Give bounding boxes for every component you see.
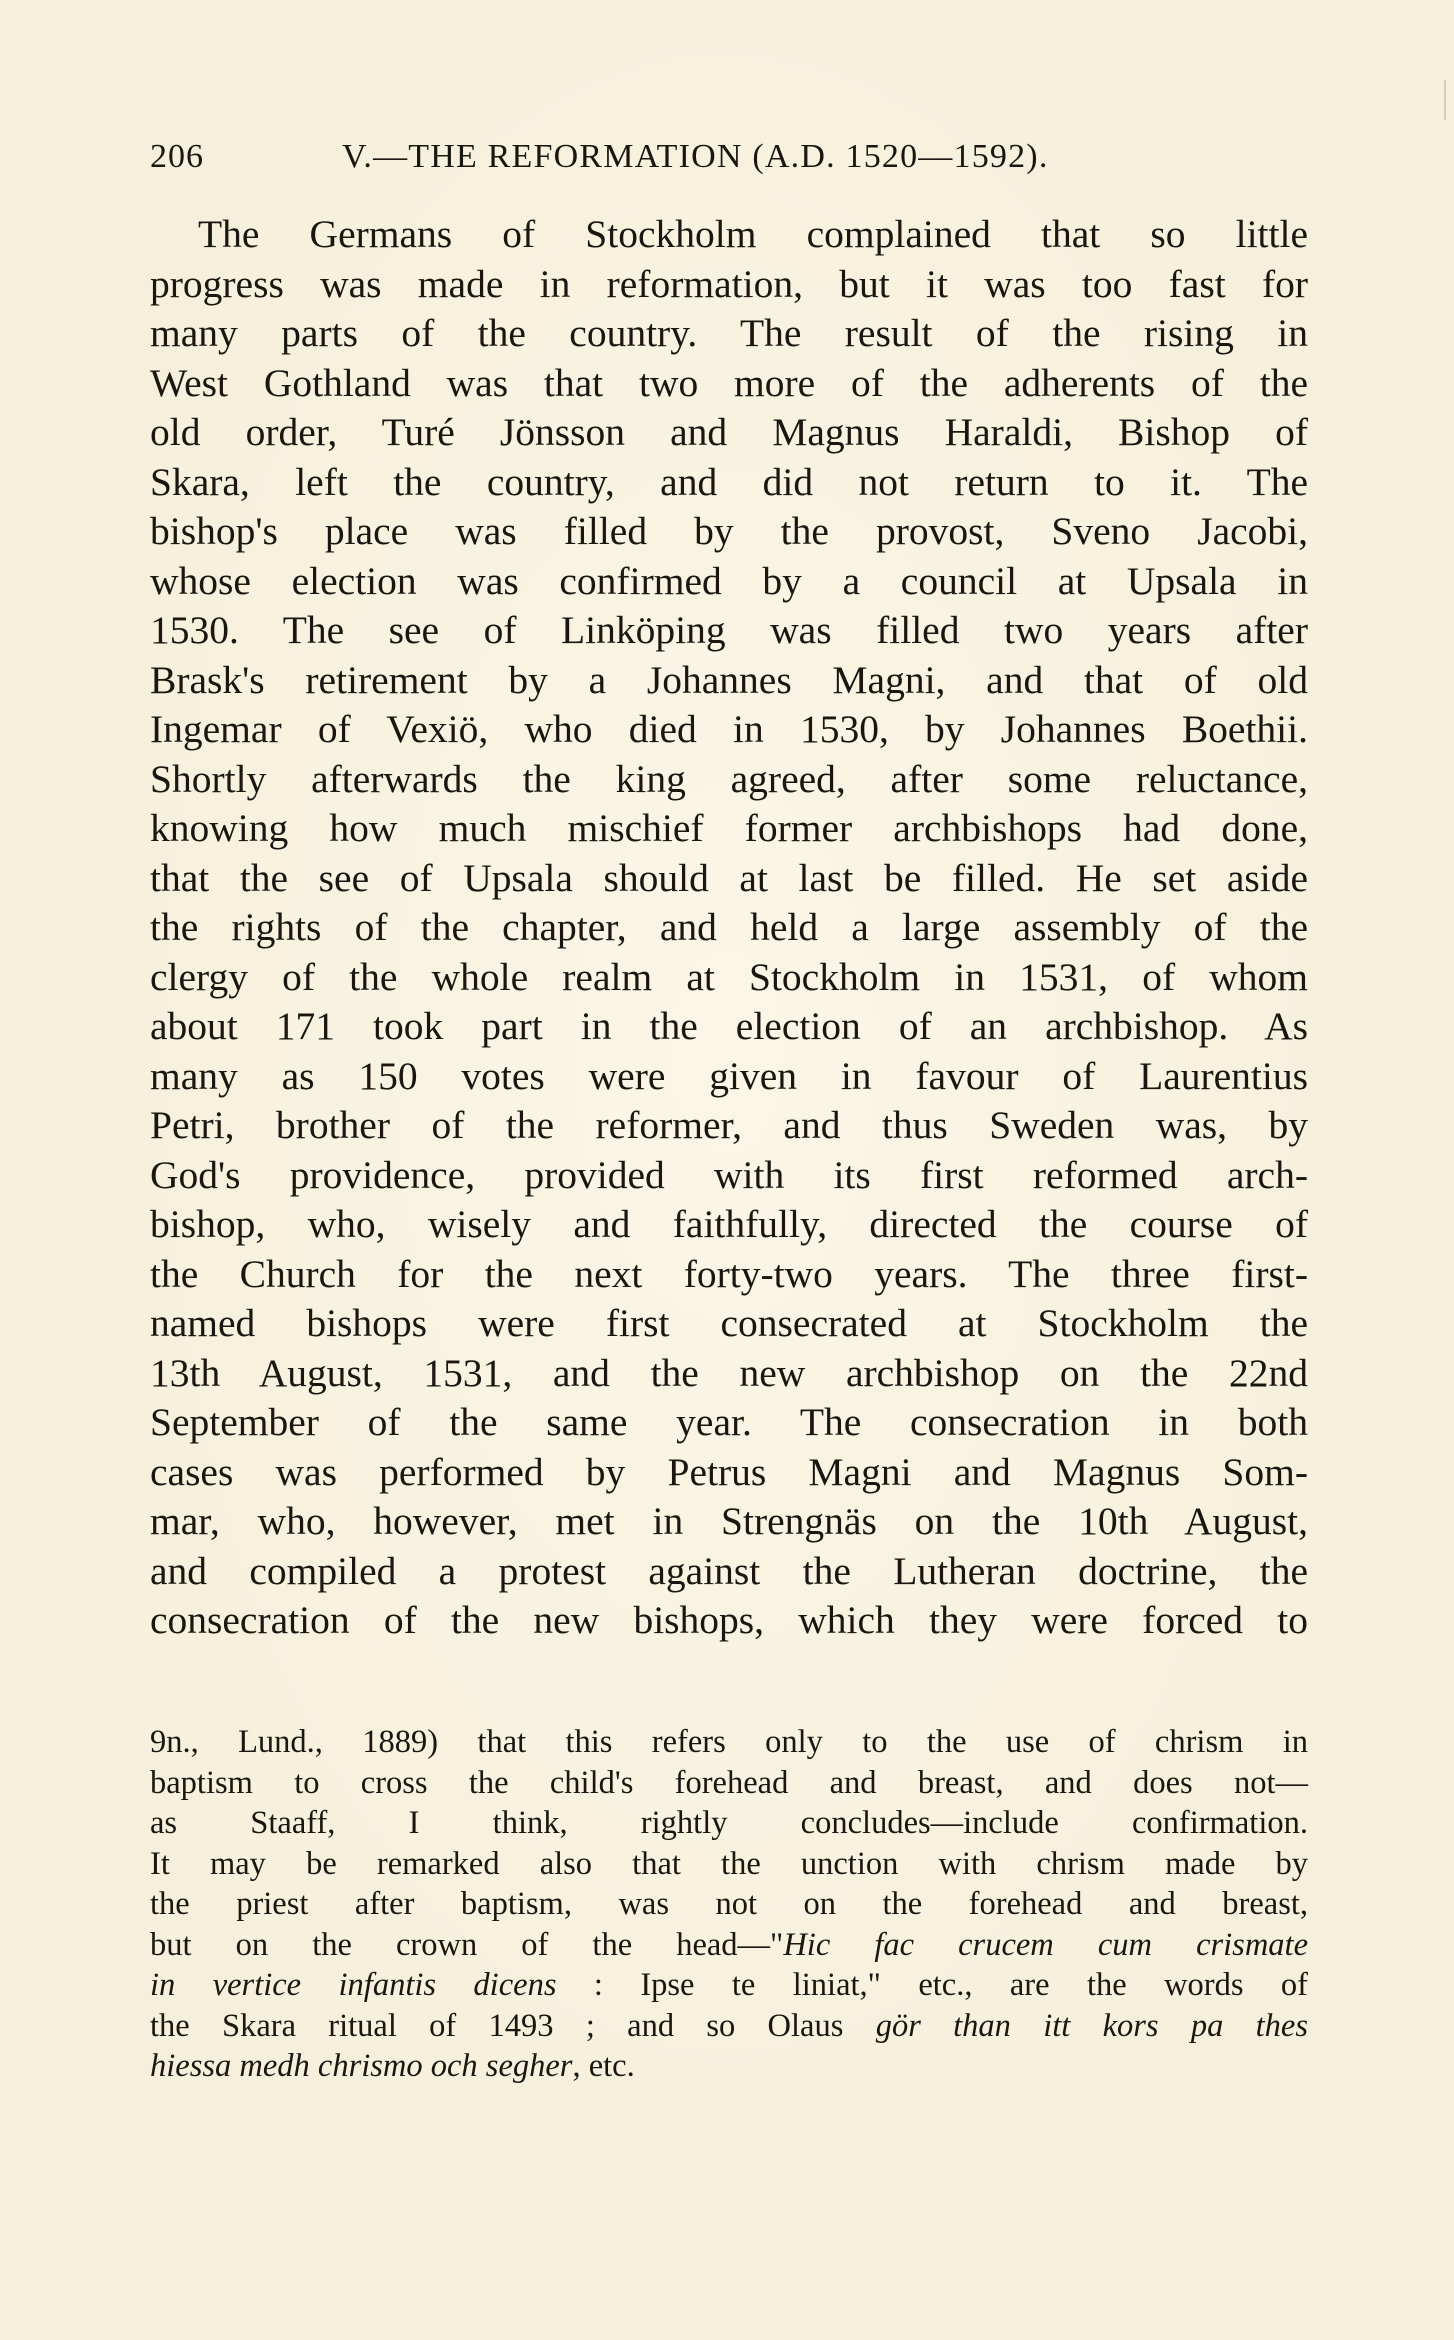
footnote-swedish-quote: gör than itt kors pa thes xyxy=(875,2007,1308,2044)
page-header xyxy=(150,138,1310,182)
footnote-line xyxy=(150,1925,1308,1966)
body-line: The Germans of Stockholm complained that so little xyxy=(198,212,1308,256)
footnote-swedish-quote: hiessa medh chrismo och segher xyxy=(150,2048,573,2084)
body-line: Ingemar of Vexiö, who died in 1530, by Johannes Boethii. xyxy=(150,707,1308,751)
body-line: whose election was confirmed by a council at Upsala in xyxy=(150,558,1308,603)
body-line: and compiled a protest against the Lutheran doctrine, the xyxy=(150,1548,1308,1593)
body-line: 1530. The see of Linköping was filled two years after xyxy=(150,608,1308,652)
body-line: many parts of the country. The result of the rising in xyxy=(150,311,1308,355)
footnote xyxy=(150,1722,1308,2087)
body-line: consecration of the new bishops, which they were forced to xyxy=(150,1598,1308,1642)
footnote-line: as Staaff, I think, rightly concludes—include confirmation. xyxy=(150,1805,1308,1841)
footnote-text: the Skara ritual of 1493 ; and so Olaus xyxy=(150,2007,876,2044)
body-line: bishop, who, wisely and faithfully, directed the course of xyxy=(150,1202,1308,1246)
body-line: knowing how much mischief former archbishops had done, xyxy=(150,806,1308,850)
body-line: Skara, left the country, and did not return to it. The xyxy=(150,459,1308,504)
body-line: Brask's retirement by a Johannes Magni, and that of old xyxy=(150,657,1308,702)
footnote-text: , etc. xyxy=(572,2048,635,2084)
body-line: progress was made in reformation, but it was too fast for xyxy=(150,261,1308,306)
footnote-line xyxy=(150,1965,1308,2006)
body-line: the rights of the chapter, and held a large assembly of the xyxy=(150,905,1308,949)
body-line: Petri, brother of the reformer, and thus Sweden was, by xyxy=(150,1103,1308,1147)
footnote-text: : Ipse te liniat," etc., are the words of xyxy=(556,1967,1308,2003)
footnote-line xyxy=(150,2006,1308,2047)
footnote-line: 9n., Lund., 1889) that this refers only to the use of chrism in xyxy=(150,1724,1308,1760)
body-line: about 171 took part in the election of an archbishop. As xyxy=(150,1004,1308,1048)
body-line: clergy of the whole realm at Stockholm in 1531, of whom xyxy=(150,954,1308,999)
footnote-line: the priest after baptism, was not on the forehead and breast, xyxy=(150,1886,1308,1922)
body-line: West Gothland was that two more of the adherents of the xyxy=(150,360,1308,405)
body-line: mar, who, however, met in Strengnäs on the 10th August, xyxy=(150,1499,1308,1543)
footnote-text: but on the crown of the head—" xyxy=(150,1926,784,1963)
page-number: 206 xyxy=(150,138,204,175)
running-head: V.—THE REFORMATION (A.D. 1520—1592). xyxy=(342,138,1049,175)
body-line: bishop's place was filled by the provost, Sveno Jacobi, xyxy=(150,509,1308,553)
body-line: cases was performed by Petrus Magni and Magnus Som- xyxy=(150,1449,1308,1494)
body-line: the Church for the next forty-two years. The three first- xyxy=(150,1251,1308,1296)
body-line: named bishops were first consecrated at Stockholm the xyxy=(150,1301,1308,1345)
footnote-line: baptism to cross the child's forehead and breast, and does not— xyxy=(150,1764,1308,1801)
footnote-line xyxy=(150,2046,1308,2087)
footnote-line: It may be remarked also that the unction with chrism made by xyxy=(150,1845,1308,1882)
body-line: that the see of Upsala should at last be filled. He set aside xyxy=(150,855,1308,900)
body-line: God's providence, provided with its first reformed arch- xyxy=(150,1152,1308,1197)
body-line: old order, Turé Jönsson and Magnus Haraldi, Bishop of xyxy=(150,410,1308,454)
footnote-latin-quote: in vertice infantis dicens xyxy=(150,1967,557,2003)
body-line: Shortly afterwards the king agreed, after some reluctance, xyxy=(150,756,1308,801)
footnote-latin-quote: Hic fac crucem cum crismate xyxy=(783,1926,1308,1963)
page-edge-mark xyxy=(1444,80,1454,120)
body-line: September of the same year. The consecration in both xyxy=(150,1400,1308,1444)
body-line: many as 150 votes were given in favour of Laurentius xyxy=(150,1053,1308,1098)
body-text xyxy=(150,210,1308,1646)
body-line: 13th August, 1531, and the new archbishop on the 22nd xyxy=(150,1350,1308,1395)
